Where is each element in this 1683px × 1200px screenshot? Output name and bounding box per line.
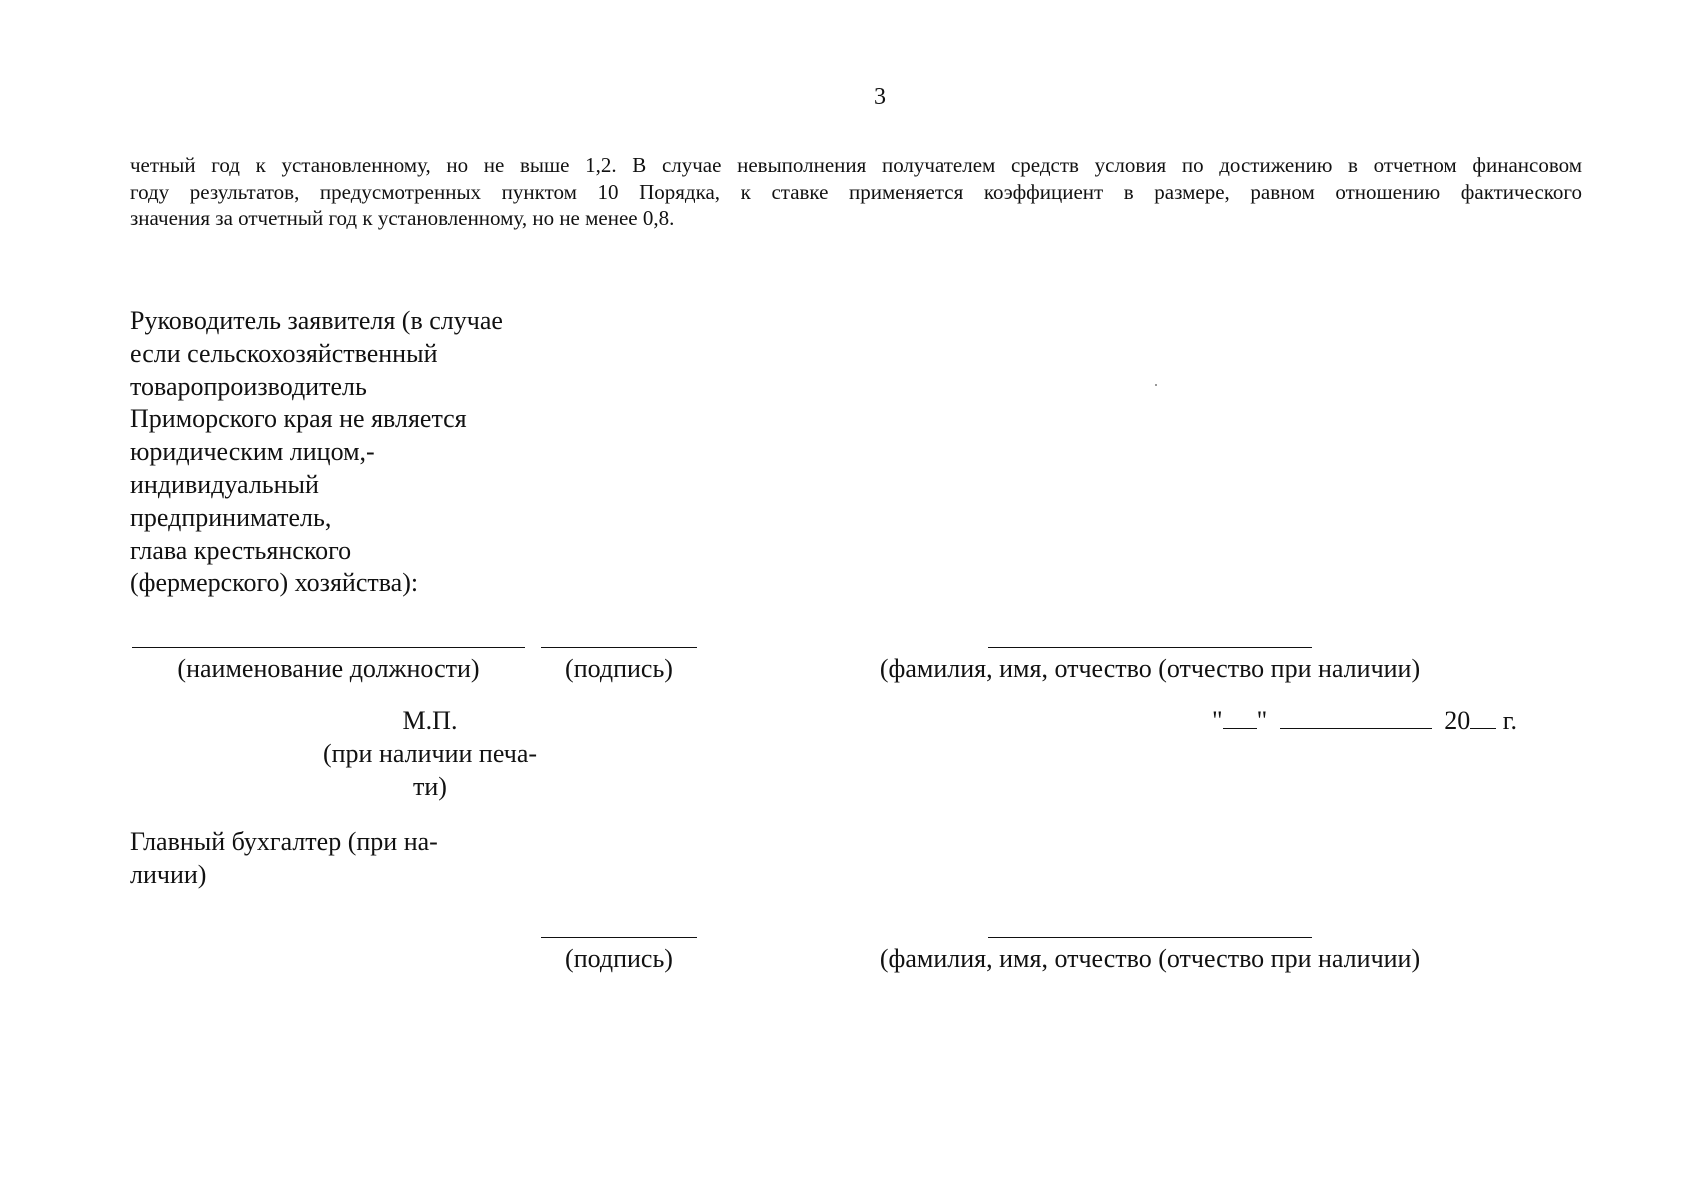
- date-quote-open: ": [1212, 706, 1223, 735]
- accountant-label: [130, 825, 510, 891]
- year-blank: [1470, 708, 1496, 729]
- head-signature-caption: (подпись): [565, 654, 673, 683]
- accountant-label-line: личии): [130, 860, 207, 889]
- head-full-name-line: [988, 647, 1312, 648]
- year-suffix: г.: [1502, 706, 1517, 735]
- head-label-line: предприниматель,: [130, 502, 332, 532]
- head-label-line: Руководитель заявителя (в случае: [130, 306, 503, 335]
- head-full-name-caption: (фамилия, имя, отчество (отчество при наличии): [879, 654, 1421, 683]
- head-label-line: если сельскохозяйственный: [130, 338, 438, 368]
- head-label-line: глава крестьянского: [130, 535, 352, 565]
- head-label-line: Приморского края не является: [130, 404, 467, 434]
- month-blank: [1280, 708, 1432, 729]
- body-paragraph: [130, 152, 1582, 232]
- accountant-signature-caption: (подпись): [565, 944, 673, 973]
- stamp-line: М.П.: [402, 706, 458, 735]
- head-signatory-label: [130, 305, 550, 600]
- stamp-line: ти): [413, 772, 447, 801]
- head-label-line: индивидуальный: [130, 469, 319, 499]
- paragraph-line: году результатов, предусмотренных пунктом 10 Порядка, к ставке применяется коэффициент в размере, равном отношению фактического: [130, 179, 1582, 204]
- accountant-label-line: Главный бухгалтер (при на-: [130, 827, 438, 856]
- accountant-full-name-line: [988, 937, 1312, 938]
- head-signature-line: [541, 647, 697, 648]
- position-line: [132, 647, 525, 648]
- head-label-line: юридическим лицом,-: [130, 437, 375, 467]
- date-quote-close: ": [1256, 706, 1268, 735]
- year-prefix: 20: [1444, 706, 1471, 735]
- stamp-line: (при наличии печа-: [322, 739, 538, 768]
- accountant-full-name-caption: (фамилия, имя, отчество (отчество при наличии): [879, 944, 1421, 973]
- stamp-note: [280, 704, 580, 803]
- head-label-line: (фермерского) хозяйства):: [130, 568, 419, 598]
- day-blank: [1223, 708, 1257, 729]
- scan-speck: [1155, 384, 1157, 386]
- paragraph-line: значения за отчетный год к установленному, но не менее 0,8.: [130, 206, 675, 230]
- paragraph-line: четный год к установленному, но не выше 1,2. В случае невыполнения получателем средств условия по достижению в отчетном финансовом: [130, 153, 1582, 177]
- date-field: [1212, 706, 1517, 736]
- page-number: 3: [874, 84, 886, 110]
- head-label-line: товаропроизводитель: [130, 371, 367, 401]
- position-caption: (наименование должности): [177, 654, 480, 683]
- accountant-signature-line: [541, 937, 697, 938]
